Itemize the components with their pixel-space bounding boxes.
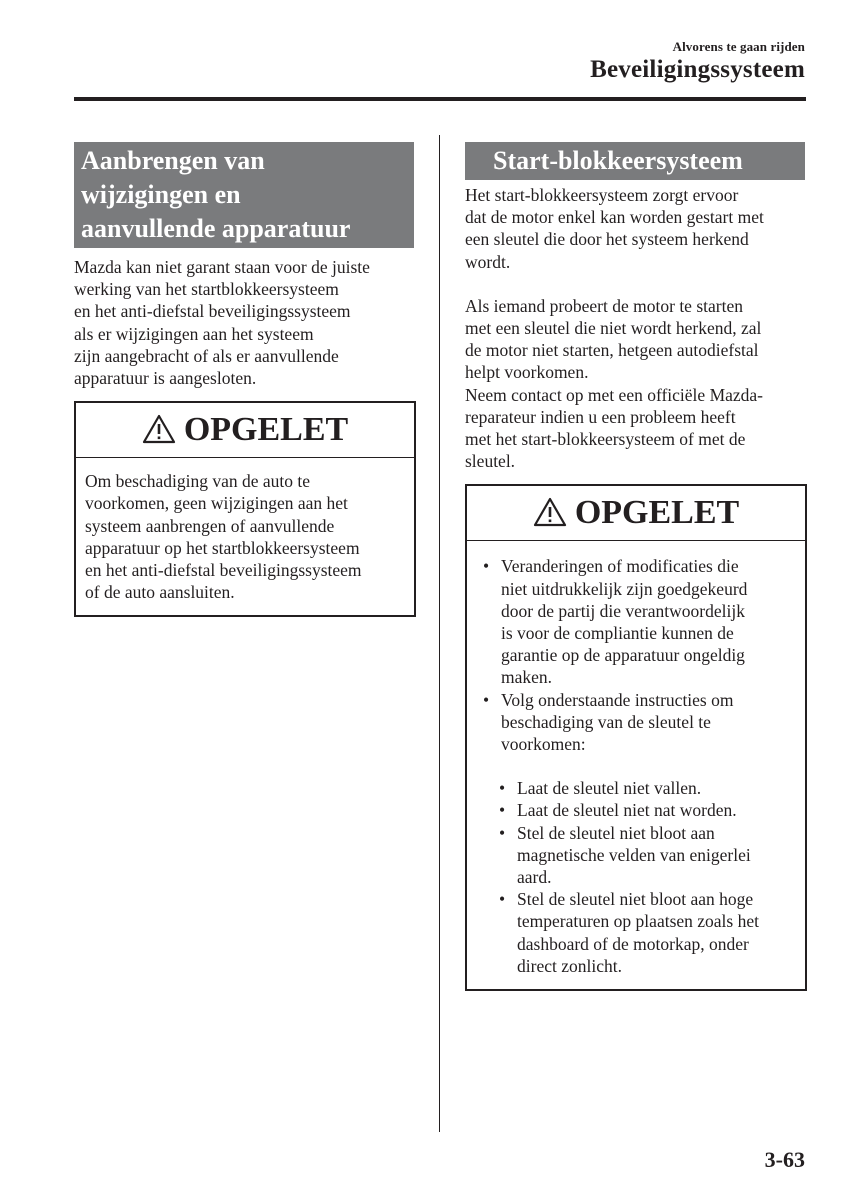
text-line: voorkomen, geen wijzigingen aan het xyxy=(85,493,348,514)
text-line: of de auto aansluiten. xyxy=(85,582,235,603)
left-column xyxy=(74,142,416,617)
sub-bullet-list xyxy=(476,777,793,977)
warning-triangle-icon xyxy=(142,414,176,444)
caution-title: OPGELET xyxy=(183,411,349,449)
bullet-text xyxy=(517,799,737,821)
caution-box-right xyxy=(465,484,807,991)
text-line: Om beschadiging van de auto te xyxy=(85,471,311,492)
text-line: zijn aangebracht of als er aanvullende xyxy=(74,345,339,366)
bullet-text xyxy=(517,777,701,799)
text-line: aard. xyxy=(517,867,552,888)
text-line: Laat de sleutel niet vallen. xyxy=(517,778,702,799)
section-heading-modifications xyxy=(74,142,414,248)
text-line: werking van het startblokkeersysteem xyxy=(74,279,339,300)
heading-line: Aanbrengen van xyxy=(81,146,265,175)
text-line: maken. xyxy=(501,667,553,688)
text-line: niet uitdrukkelijk zijn goedgekeurd xyxy=(501,578,748,599)
page-number: 3-63 xyxy=(764,1147,805,1172)
list-item xyxy=(492,777,793,799)
list-item xyxy=(492,822,793,889)
immobilizer-paragraph-2 xyxy=(465,295,807,473)
text-line: garantie op de apparatuur ongeldig xyxy=(501,645,745,666)
caution-body xyxy=(76,458,414,615)
text-line: de motor niet starten, hetgeen autodiefstal xyxy=(465,340,759,361)
text-line: apparatuur op het startblokkeersysteem xyxy=(85,537,360,558)
bullet-marker: • xyxy=(499,778,506,799)
text-line: wordt. xyxy=(465,251,511,272)
caution-header xyxy=(467,486,805,541)
text-line: met een sleutel die niet wordt herkend, zal xyxy=(465,318,762,339)
caution-body xyxy=(467,541,805,989)
chapter-label: Alvorens te gaan rijden xyxy=(672,39,805,54)
text-line: Volg onderstaande instructies om xyxy=(501,689,734,710)
text-line: is voor de compliantie kunnen de xyxy=(501,623,734,644)
immobilizer-paragraph-1 xyxy=(465,184,807,273)
text-line: Stel de sleutel niet bloot aan xyxy=(517,822,715,843)
column-divider xyxy=(439,135,440,1132)
text-line: Laat de sleutel niet nat worden. xyxy=(517,800,737,821)
right-column xyxy=(465,142,807,991)
bullet-marker: • xyxy=(483,556,490,577)
text-line: Als iemand probeert de motor te starten xyxy=(465,295,743,316)
bullet-text xyxy=(517,888,759,977)
list-item xyxy=(476,689,793,756)
text-line: systeem aanbrengen of aanvullende xyxy=(85,515,335,536)
text-line: met het start-blokkeersysteem of met de xyxy=(465,429,746,450)
text-line: een sleutel die door het systeem herkend xyxy=(465,229,749,250)
text-line: temperaturen op plaatsen zoals het xyxy=(517,911,759,932)
text-line: door de partij die verantwoordelijk xyxy=(501,600,745,621)
list-item xyxy=(492,888,793,977)
bullet-marker: • xyxy=(483,689,490,710)
bullet-marker: • xyxy=(499,822,506,843)
text-line: helpt voorkomen. xyxy=(465,362,589,383)
text-line: Stel de sleutel niet bloot aan hoge xyxy=(517,889,754,910)
warning-triangle-icon xyxy=(533,497,567,527)
text-line: als er wijzigingen aan het systeem xyxy=(74,323,314,344)
text-line: dashboard of de motorkap, onder xyxy=(517,933,749,954)
caution-header xyxy=(76,403,414,458)
text-line: beschadiging van de sleutel te xyxy=(501,711,711,732)
text-line: reparateur indien u een probleem heeft xyxy=(465,406,736,427)
header-divider xyxy=(74,97,806,101)
page-title: Beveiligingssysteem xyxy=(590,56,805,83)
text-line: voorkomen: xyxy=(501,734,586,755)
text-line: Mazda kan niet garant staan voor de juiste xyxy=(74,257,370,277)
text-line: Veranderingen of modificaties die xyxy=(501,556,739,577)
bullet-marker: • xyxy=(499,800,506,821)
text-line: direct zonlicht. xyxy=(517,955,622,976)
text-line: Neem contact op met een officiële Mazda- xyxy=(465,384,764,405)
modifications-paragraph xyxy=(74,256,414,389)
text-line: en het anti-diefstal beveiligingssysteem xyxy=(74,301,351,322)
bullet-text xyxy=(501,689,733,756)
text-line: magnetische velden van enigerlei xyxy=(517,844,751,865)
section-heading-immobilizer: Start-blokkeersysteem xyxy=(465,142,805,180)
heading-line: wijzigingen en xyxy=(81,180,241,209)
list-item xyxy=(476,555,793,688)
caution-title: OPGELET xyxy=(574,494,740,532)
text-line: apparatuur is aangesloten. xyxy=(74,368,257,389)
list-item xyxy=(492,799,793,821)
text-line: en het anti-diefstal beveiligingssysteem xyxy=(85,560,362,581)
text-line: dat de motor enkel kan worden gestart met xyxy=(465,207,764,228)
heading-line: aanvullende apparatuur xyxy=(81,214,351,243)
bullet-marker: • xyxy=(499,889,506,910)
bullet-text xyxy=(501,555,747,688)
caution-box-left xyxy=(74,401,416,617)
text-line: Het start-blokkeersysteem zorgt ervoor xyxy=(465,185,739,205)
text-line: sleutel. xyxy=(465,451,516,472)
bullet-text xyxy=(517,822,751,889)
